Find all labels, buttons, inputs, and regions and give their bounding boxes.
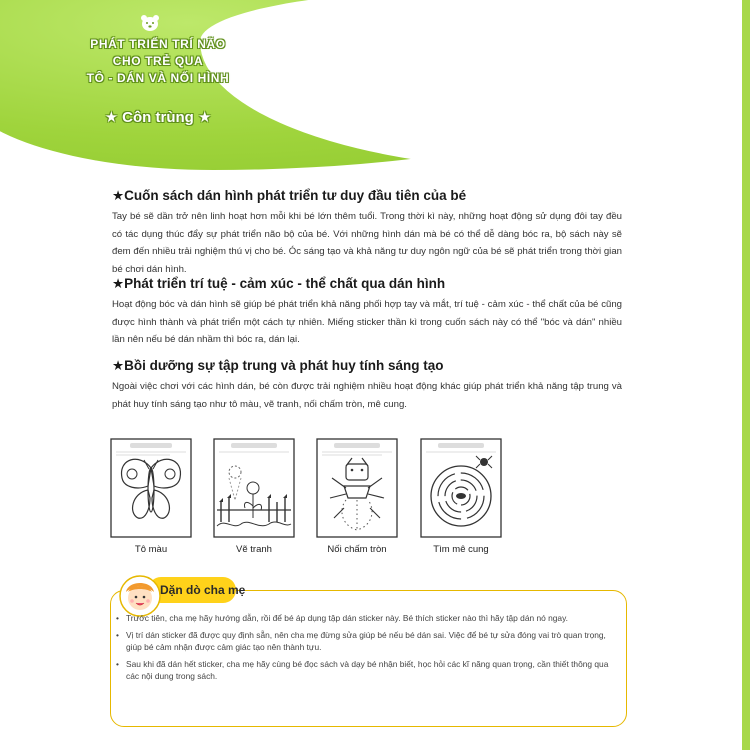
caption-coloring: Tô màu — [134, 544, 168, 555]
section-title: ★Phát triển trí tuệ - cảm xúc - thể chất qua dán hình — [112, 276, 446, 291]
beetle-dots-illustration — [316, 438, 398, 538]
bear-head-icon — [140, 14, 160, 32]
section-first-sticker-book — [112, 188, 622, 278]
parent-note-title: Dặn dò cha mẹ — [160, 583, 246, 597]
maze-icon — [420, 438, 502, 538]
section-development — [112, 276, 622, 349]
list-item: • Trước tiên, cha mẹ hãy hướng dẫn, rồi để bé áp dụng tập dán sticker này. Bé thích sticker nào thì hãy tập dán nó ngay. — [116, 612, 616, 625]
garden-drawing-illustration — [213, 438, 295, 538]
maze-illustration — [420, 438, 502, 538]
book-subtitle: ★ Côn trùng ★ — [104, 109, 212, 126]
section-body: Hoạt động bóc và dán hình sẽ giúp bé phát triển khả năng phối hợp tay và mắt, trí tuệ - cảm xúc - thể chất của bé cũng được hình thành và phát triển một cách tự nhiên. Miếng sticker thần kì trong cuốn sách này có thể "bóc và dán" nhiều lần nên nếu bé dán nhầm thì bóc ra, dán lại. — [112, 299, 622, 345]
right-edge-strip — [742, 0, 750, 750]
butterfly-coloring-illustration — [110, 438, 192, 538]
section-focus-creativity — [112, 358, 622, 413]
caption-drawing: Vẽ tranh — [236, 544, 272, 555]
section-body: Ngoài việc chơi với các hình dán, bé còn được trải nghiệm nhiều hoạt động khác giúp phát triển khả năng tập trung và phát huy tính sáng tạo như tô màu, vẽ tranh, nối chấm tròn, mê cung. — [112, 381, 622, 410]
book-title-line-1: PHÁT TRIỂN TRÍ NÃO — [90, 37, 226, 51]
garden-icon — [213, 438, 295, 538]
list-item: • Sau khi đã dán hết sticker, cha mẹ hãy cùng bé đọc sách và dạy bé nhận biết, học hỏi các kĩ năng quan trọng, cần thiết thông qua các nội dung trong sách. — [116, 658, 616, 683]
butterfly-icon — [110, 438, 192, 538]
parent-note-list — [116, 612, 616, 687]
section-body: Tay bé sẽ dần trở nên linh hoạt hơn mỗi khi bé lớn thêm tuổi. Trong thời kì này, những hoạt động sử dụng đôi tay đều có tác dụng thúc đẩy sự phát triển não bộ của bé. Với những hình dán mà bé có thể dễ dàng bóc ra, bộ sách này sẽ đem đến nhiều trải nghiệm thú vị cho bé. Óc sáng tạo và khả năng tư duy ngôn ngữ của bé sẽ phát triển trong thời gian bé chơi dán hình. — [112, 211, 622, 275]
caption-maze: Tìm mê cung — [433, 544, 489, 555]
book-title-line-2: CHO TRẺ QUA — [112, 54, 204, 68]
list-item: • Vị trí dán sticker đã được quy định sẵn, nên cha mẹ đừng sửa giúp bé nếu bé dán sai. Việc để bé tự sửa đóng vai trò quan trọng, giúp bé cảm nhận được cảm giác tạo nên thành tựu. — [116, 629, 616, 654]
beetle-icon — [316, 438, 398, 538]
book-title-line-3: TÔ - DÁN VÀ NỐI HÌNH — [86, 71, 230, 85]
book-title — [58, 36, 258, 87]
section-title: ★Bồi dưỡng sự tập trung và phát huy tính sáng tạo — [112, 358, 444, 373]
section-title: ★Cuốn sách dán hình phát triển tư duy đầu tiên của bé — [112, 188, 467, 203]
caption-connect-dots: Nối chấm tròn — [327, 544, 387, 555]
